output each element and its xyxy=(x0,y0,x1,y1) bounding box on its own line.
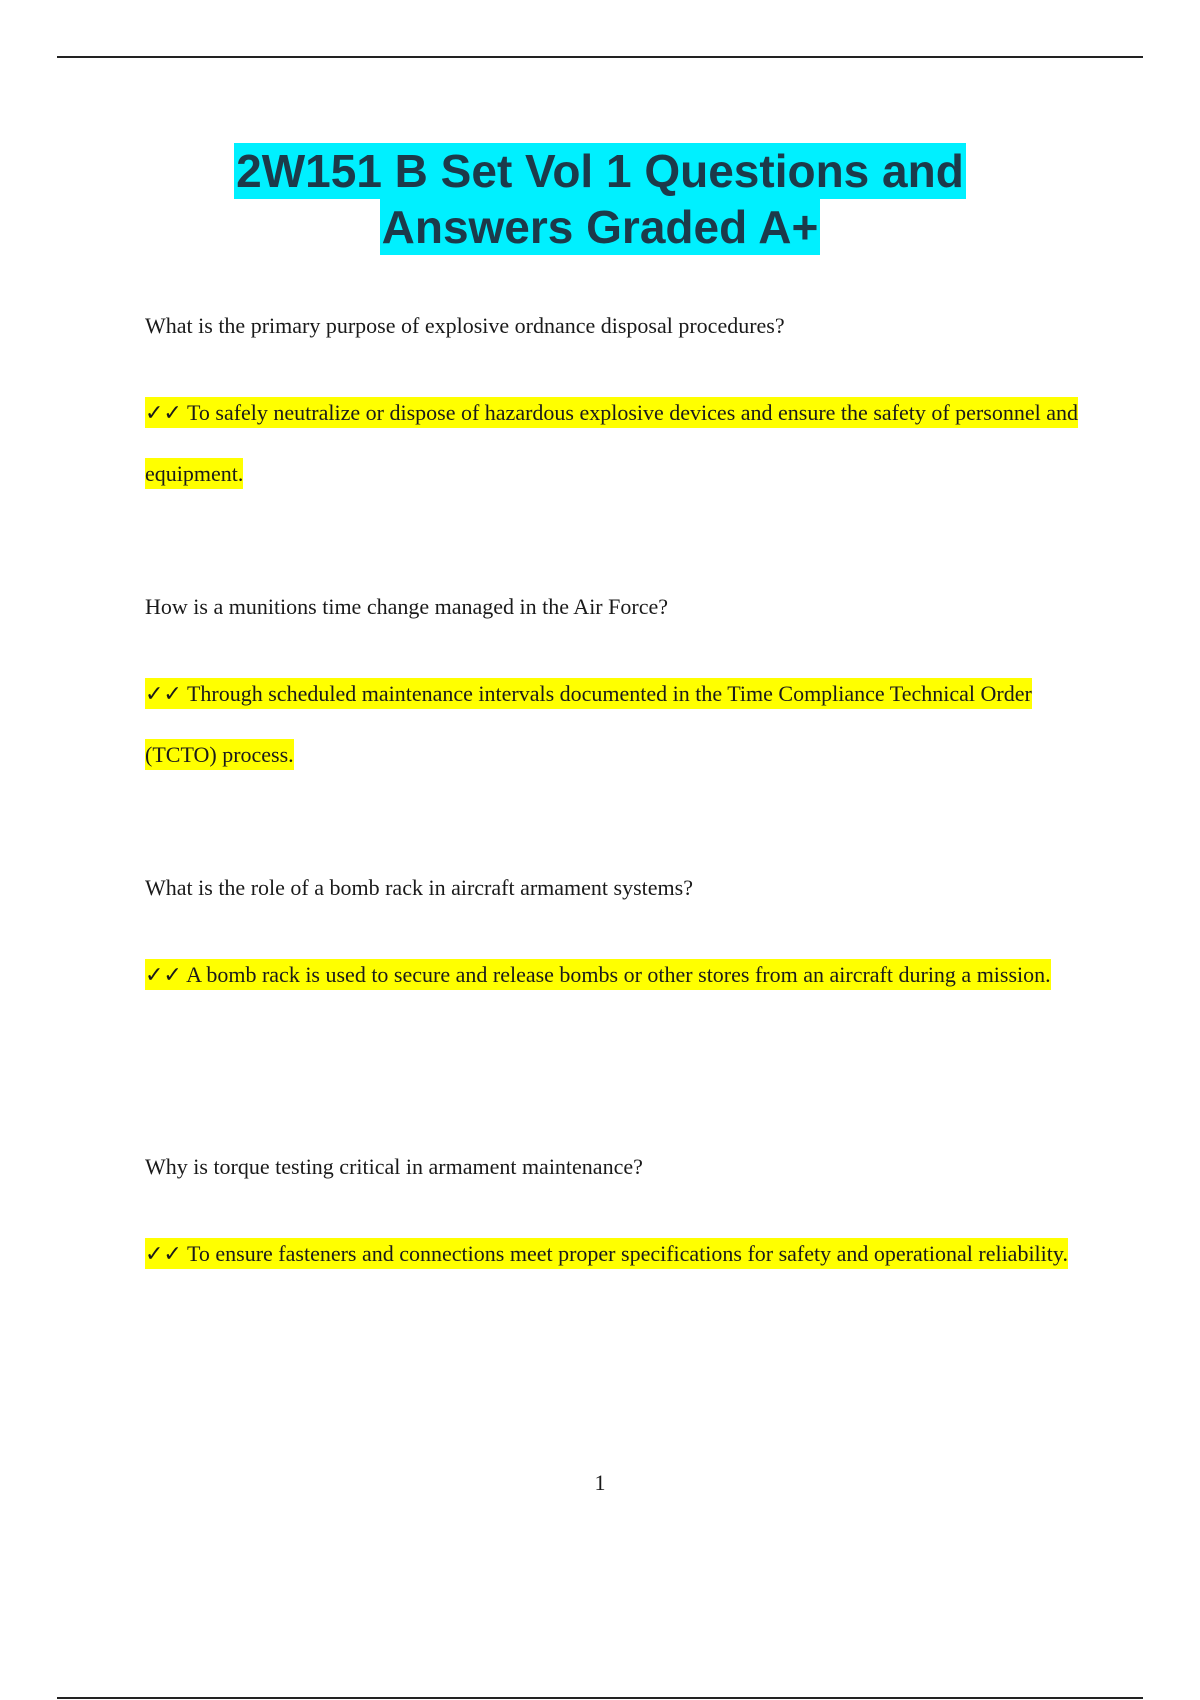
answer-text: Through scheduled maintenance intervals documented in the Time Compliance Technical Order (TCTO) process. xyxy=(145,681,1032,767)
qa-item xyxy=(145,1152,1080,1285)
document-title xyxy=(0,143,1200,255)
answer-highlight xyxy=(145,959,1051,990)
question-text: How is a munitions time change managed in the Air Force? xyxy=(145,594,668,619)
title-line-2: Answers Graded A+ xyxy=(381,201,819,253)
qa-item xyxy=(145,592,1080,785)
answer-text: A bomb rack is used to secure and release bombs or other stores from an aircraft during a mission. xyxy=(186,962,1051,987)
checkmark-icon: ✓✓ xyxy=(145,1242,182,1267)
question-text: What is the primary purpose of explosive ordnance disposal procedures? xyxy=(145,313,785,338)
checkmark-icon: ✓✓ xyxy=(145,963,182,988)
bottom-rule xyxy=(57,1697,1143,1699)
answer-block xyxy=(145,664,1080,785)
top-rule xyxy=(57,56,1143,58)
answer-highlight xyxy=(145,397,1078,489)
answer-highlight xyxy=(145,1238,1068,1269)
answer-highlight xyxy=(145,678,1032,770)
title-line-1: 2W151 B Set Vol 1 Questions and xyxy=(236,145,964,197)
question-text: What is the role of a bomb rack in aircraft armament systems? xyxy=(145,875,693,900)
answer-text: To safely neutralize or dispose of hazardous explosive devices and ensure the safety of personnel and equipment. xyxy=(145,400,1078,486)
answer-block xyxy=(145,1224,1080,1285)
checkmark-icon: ✓✓ xyxy=(145,682,182,707)
qa-item xyxy=(145,311,1080,504)
answer-block xyxy=(145,945,1080,1006)
qa-item xyxy=(145,873,1080,1006)
page-number: 1 xyxy=(594,1470,606,1495)
checkmark-icon: ✓✓ xyxy=(145,401,182,426)
answer-block xyxy=(145,383,1080,504)
question-text: Why is torque testing critical in armament maintenance? xyxy=(145,1154,643,1179)
answer-text: To ensure fasteners and connections meet proper specifications for safety and operational reliability. xyxy=(186,1241,1068,1266)
